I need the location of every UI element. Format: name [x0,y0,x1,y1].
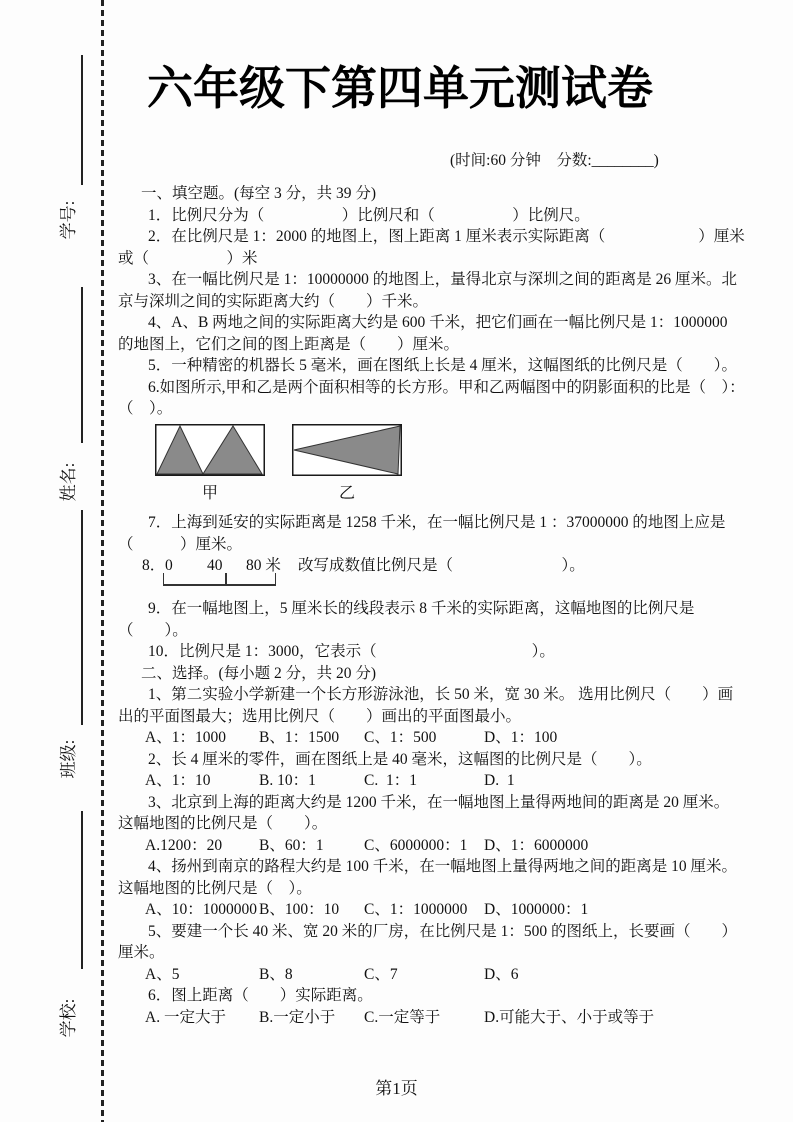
choice-4-options-col-0: A、10：1000000 [145,901,257,918]
choice-2-options-col-1: B. 10：1 [259,772,316,789]
choice-5: 5、要建一个长 40 米、宽 20 米的厂房，在比例尺是 1：500 的图纸上，长要画（ ） [148,922,738,940]
figure-yi-rectangle [292,424,402,476]
choice-2-options-col-3: D. 1 [484,772,515,789]
choice-5-options-col-1: B、8 [259,965,293,983]
choice-6-options-col-3: D.可能大于、小于或等于 [484,1008,655,1026]
choice-3: 3、北京到上海的距离大约是 1200 千米，在一幅地图上量得两地间的距离是 20 厘米。 [148,793,730,811]
choice-1-options-col-3: D、1：100 [484,729,558,746]
body-content [118,183,745,1028]
page-title: 六年级下第四单元测试卷 [147,62,653,114]
question-10: 10．比例尺是 1：3000，它表示（ ）。 [148,643,555,660]
body-lines [118,183,745,1028]
choice-2-options-col-2: C. 1：1 [364,772,417,789]
question-7: 7．上海到延安的实际距离是 1258 千米，在一幅比例尺是 1 ：37000000 的地图上应是 [148,514,726,531]
school-label: 学校: [59,998,78,1038]
question-8-col-3: 80 米 [246,557,281,574]
choice-3-options-col-1: B、60：1 [259,836,324,854]
choice-3-options-col-0: A.1200：20 [145,836,223,854]
choice-4-cont: 这幅地图的比例尺是（ ）。 [118,879,312,897]
student-id-write-line [81,55,83,185]
question-8-col-4: 改写成数值比例尺是（ ）。 [298,557,585,574]
choice-4-options-col-3: D、1000000：1 [484,901,589,918]
choice-3-options-col-3: D、1：6000000 [484,836,589,854]
question-5: 5．一种精密的机器长 5 毫米，画在图纸上长是 4 厘米，这幅图纸的比例尺是（ ）。 [148,357,738,374]
line-scale-middle-tick [225,573,227,584]
question-8-col-1: 0 [165,557,173,574]
question-2: 2．在比例尺是 1：2000 的地图上，图上距离 1 厘米表示实际距离（ ）厘米 [148,228,745,245]
question-4: 4、A、B 两地之间的实际距离大约是 600 千米，把它们画在一幅比例尺是 1：1000000 [148,314,728,331]
class-label: 班级: [59,739,78,779]
choice-1: 1、第二实验小学新建一个长方形游泳池，长 50 米，宽 30 米。 选用比例尺（ ）画 [148,686,734,703]
choice-5-options-col-2: C、7 [364,965,398,983]
choice-4-options [118,899,684,921]
question-6: 6.如图所示,甲和乙是两个面积相等的长方形。甲和乙两幅图中的阴影面积的比是（ ）： [148,378,745,396]
name-label: 姓名: [59,462,78,502]
figure-yi-label: 乙 [338,485,355,502]
question-3-cont: 京与深圳之间的实际距离大约（ ）千米。 [118,292,429,310]
choice-3-options [118,835,684,857]
time-score-line: (时间:60 分钟 分数:________) [450,152,659,169]
choice-5-cont: 厘米。 [118,944,165,961]
question-4-cont: 的地图上，它们之间的图上距离是（ ）厘米。 [118,335,460,353]
choice-6: 6．图上距离（ ）实际距离。 [148,987,373,1004]
line-scale-bracket [163,573,276,586]
choice-1-cont: 出的平面图最大；选用比例尺（ ）画出的平面图最小。 [118,707,522,725]
choice-2-options [118,770,684,792]
question-2-cont: 或（ ）米 [118,249,258,267]
question-6-cont: （ ）。 [118,400,173,417]
choice-1-options-col-2: C、1：500 [364,729,437,746]
choice-1-options-col-0: A、1：1000 [145,729,226,746]
page-number: 第1页 [375,1079,418,1098]
class-write-line [81,510,83,725]
question-8-col-2: 40 [207,557,223,574]
section-1-header: 一、填空题。(每空 3 分，共 39 分) [141,185,377,202]
section-2-header: 二、选择。(每小题 2 分，共 20 分) [141,664,377,682]
choice-2-options-col-0: A、1：10 [145,772,211,789]
choice-1-options-col-1: B、1：1500 [259,729,340,746]
figure-jia-label: 甲 [201,485,218,502]
choice-5-options [118,964,684,986]
choice-4: 4、扬州到南京的路程大约是 100 千米，在一幅地图上量得两地之间的距离是 10 厘米。 [148,858,738,875]
choice-3-cont: 这幅地图的比例尺是（ ）。 [118,815,328,832]
figure-jia-rectangle [155,424,265,476]
question-3: 3、在一幅比例尺是 1：10000000 的地图上，量得北京与深圳之间的距离是 26 厘米。北 [148,271,738,288]
school-write-line [81,811,83,969]
choice-5-options-col-3: D、6 [484,965,519,983]
choice-6-options-col-1: B.一定小于 [259,1008,336,1026]
choice-4-options-col-1: B、100：10 [259,901,340,918]
question-9: 9．在一幅地图上，5 厘米长的线段表示 8 千米的实际距离，这幅地图的比例尺是 [148,600,695,617]
choice-5-options-col-0: A、5 [145,965,180,983]
choice-6-options-col-2: C.一定等于 [364,1008,441,1026]
choice-6-options [118,1007,684,1029]
question-1: 1．比例尺分为（ ）比例尺和（ ）比例尺。 [148,206,590,224]
choice-6-options-col-0: A. 一定大于 [145,1008,226,1026]
choice-1-options [118,727,684,749]
choice-4-options-col-2: C、1：1000000 [364,901,468,918]
question-7-cont: （ ）厘米。 [118,535,243,553]
choice-3-options-col-2: C、6000000：1 [364,836,468,854]
student-id-label: 学号: [59,200,78,240]
name-write-line [81,287,83,443]
question-8-col-0: 8． [142,557,166,574]
choice-2: 2、长 4 厘米的零件，画在图纸上是 40 毫米，这幅图的比例尺是（ ）。 [148,750,652,768]
seal-dashed-line [101,0,104,1122]
question-9-cont: （ ）。 [118,621,188,639]
